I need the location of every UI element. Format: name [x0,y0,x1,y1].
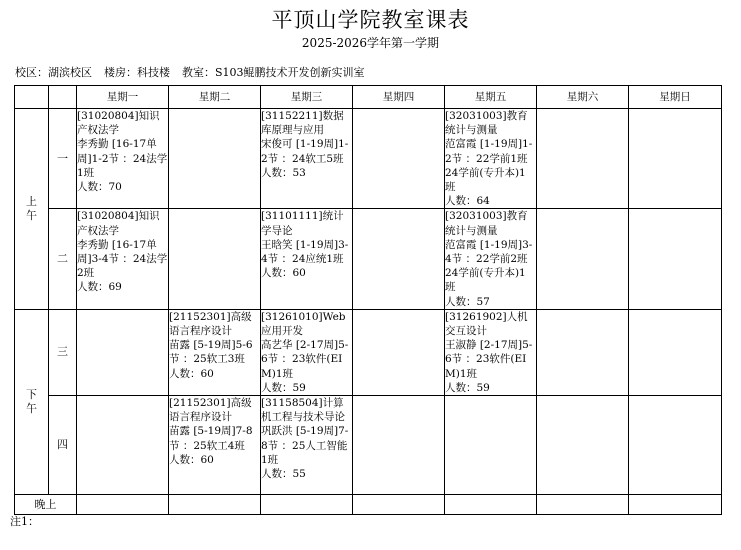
empty-cell [629,495,722,515]
building-label: 楼房：科技楼 [104,66,170,79]
empty-cell [169,495,261,515]
header-row [15,86,722,109]
period-row-1 [15,109,722,209]
day-header-wed: 星期三 [261,86,353,109]
day-header-thu: 星期四 [353,86,445,109]
empty-cell [353,109,445,209]
course-headcount: 人数：53 [261,166,306,179]
course-cell [261,309,353,395]
period-label: 二 [49,209,77,309]
classroom-label: 教室：S103鲲鹏技术开发创新实训室 [182,66,365,79]
empty-cell [537,209,629,309]
course-cell [261,396,353,495]
empty-cell [629,309,722,395]
empty-cell [77,396,169,495]
course-details: 苗露 [5-19周]5-6节 ：25软工3班 [169,339,253,366]
course-headcount: 人数：70 [77,181,122,194]
empty-cell [537,309,629,395]
course-headcount: 人数：69 [77,281,122,294]
course-title: [31261010]Web应用开发 [261,310,346,338]
empty-cell [353,396,445,495]
page-title: 平顶山学院教室课表 [271,8,470,32]
course-headcount: 人数：59 [445,381,490,394]
course-headcount: 人数：60 [261,267,306,280]
course-cell [445,209,537,309]
course-details: 巩跃洪 [5-19周]7-8节 ：25人工智能1班 [261,425,349,466]
course-title: [32031003]教育统计与测量 [445,110,528,137]
course-details: 李秀勤 [16-17单周]3-4节 ：24法学2班 [77,238,168,280]
day-header-mon: 星期一 [77,86,169,109]
footnote: 注1： [10,515,39,528]
empty-cell [629,209,722,309]
empty-cell [629,396,722,495]
evening-row [15,495,722,515]
course-cell [169,309,261,395]
course-title: [31261902]人机交互设计 [445,310,528,338]
course-title: [32031003]教育统计与测量 [445,210,528,237]
course-cell [261,209,353,309]
empty-cell [169,109,261,209]
day-header-tue: 星期二 [169,86,261,109]
course-details: 王淑静 [2-17周]5-6节 ：23软件(EIM)1班 [445,339,533,380]
period-row-2 [15,209,722,309]
course-headcount: 人数：64 [445,195,490,208]
course-title: [21152301]高级语言程序设计 [169,397,252,424]
empty-cell [445,396,537,495]
course-headcount: 人数：55 [261,468,306,481]
course-title: [31152211]数据库原理与应用 [261,110,344,137]
course-details: 范富霞 [1-19周]1-2节 ：22学前1班 24学前(专升本)1班 [445,138,533,194]
timetable-grid [14,85,722,515]
course-cell [445,109,537,209]
course-cell [169,396,261,495]
course-headcount: 人数：59 [261,381,306,394]
segment-text-pm: 下 午 [26,387,37,415]
empty-cell [537,396,629,495]
course-headcount: 人数：60 [169,367,214,380]
segment-label-am [15,109,49,310]
empty-cell [537,495,629,515]
empty-cell [445,495,537,515]
course-details: 李秀勤 [16-17单周]1-2节 ：24法学1班 [77,138,168,179]
corner-cell-period [49,86,77,109]
course-cell [261,109,353,209]
segment-text-am: 上 午 [26,194,37,222]
top-heading-stub [0,0,741,6]
term-subtitle: 2025-2026学年第一学期 [301,36,440,50]
course-details: 高艺华 [2-17周]5-6节 ：23软件(EIM)1班 [261,339,349,380]
course-title: [31020804]知识产权法学 [77,210,160,237]
period-row-3 [15,309,722,395]
empty-cell [77,495,169,515]
course-headcount: 人数：60 [169,453,214,466]
segment-label-eve: 晚上 [15,495,77,515]
classroom-info-line [15,66,377,80]
empty-cell [261,495,353,515]
day-header-sat: 星期六 [537,86,629,109]
campus-label: 校区：湖滨校区 [15,66,92,79]
course-details: 范富霞 [1-19周]3-4节 ：22学前2班 24学前(专升本)1班 [445,238,533,294]
empty-cell [353,309,445,395]
empty-cell [353,495,445,515]
course-cell [77,109,169,209]
empty-cell [629,109,722,209]
course-cell [77,209,169,309]
course-details: 宋俊可 [1-19周]1-2节 ：24软工5班 [261,138,349,165]
course-title: [21152301]高级语言程序设计 [169,310,252,338]
empty-cell [537,109,629,209]
segment-label-pm [15,309,49,494]
course-headcount: 人数：57 [445,295,490,308]
course-title: [31020804]知识产权法学 [77,110,160,137]
course-details: 苗露 [5-19周]7-8节 ：25软工4班 [169,425,253,452]
day-header-fri: 星期五 [445,86,537,109]
period-row-4 [15,396,722,495]
course-title: [31101111]统计学导论 [261,210,344,237]
empty-cell [353,209,445,309]
period-label: 四 [49,396,77,495]
period-label: 三 [49,309,77,395]
course-cell [445,309,537,395]
period-label: 一 [49,109,77,209]
corner-cell [15,86,49,109]
empty-cell [169,209,261,309]
course-title: [31158504]计算机工程与技术导论 [261,397,345,424]
day-header-sun: 星期日 [629,86,722,109]
course-details: 王晗笑 [1-19周]3-4节 ：24应统1班 [261,238,349,266]
empty-cell [77,309,169,395]
